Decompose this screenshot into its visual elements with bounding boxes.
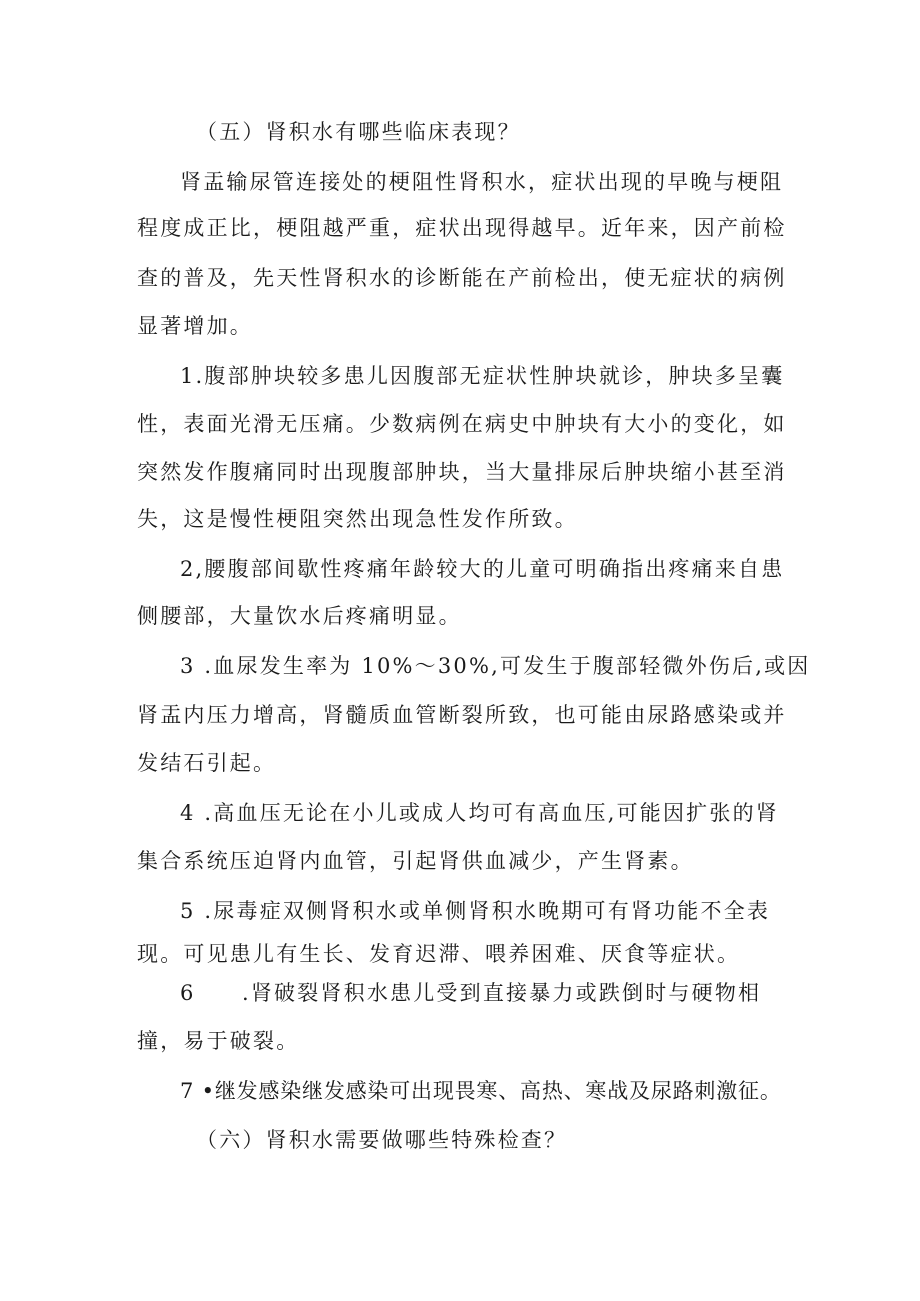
item-2-line-2: 侧腰部，大量饮水后疼痛明显。	[137, 604, 462, 628]
paragraph-intro-line-2: 程度成正比，梗阻越严重，症状出现得越早。近年来，因产前检	[137, 216, 787, 240]
paragraph-intro-line-1: 肾盂输尿管连接处的梗阻性肾积水，症状出现的早晚与梗阻	[180, 170, 784, 194]
item-1-line-2: 性，表面光滑无压痛。少数病例在病史中肿块有大小的变化，如	[137, 412, 787, 436]
item-5-line-1: 5 .尿毒症双侧肾积水或单侧肾积水晚期可有肾功能不全表	[180, 899, 771, 923]
item-1-line-3: 突然发作腹痛同时出现腹部肿块，当大量排尿后肿块缩小甚至消	[137, 460, 787, 484]
item-7-line-1: 7 •继发感染继发感染可出现畏寒、高热、寒战及尿路刺激征。	[180, 1079, 782, 1103]
item-2-line-1: 2,腰腹部间歇性疼痛年龄较大的儿童可明确指出疼痛来自患	[180, 557, 785, 581]
item-3-line-2: 肾盂内压力增高，肾髓质血管断裂所致，也可能由尿路感染或并	[137, 703, 787, 727]
item-1-line-4: 失，这是慢性梗阻突然出现急性发作所致。	[137, 507, 578, 531]
item-3-line-3: 发结石引起。	[137, 751, 277, 775]
item-1-line-1: 1.腹部肿块较多患儿因腹部无症状性肿块就诊，肿块多呈囊	[180, 364, 785, 388]
item-6-line-2: 撞，易于破裂。	[137, 1029, 300, 1053]
item-3-line-1: 3 .血尿发生率为 10%～30%,可发生于腹部轻微外伤后,或因	[180, 654, 811, 678]
section-heading-6: （六）肾积水需要做哪些特殊检查？	[196, 1128, 568, 1152]
item-5-line-2: 现。可见患儿有生长、发育迟滞、喂养困难、厌食等症状。	[137, 942, 741, 966]
item-4-line-2: 集合系统压迫肾内血管，引起肾供血减少，产生肾素。	[137, 849, 694, 873]
section-heading-5: （五）肾积水有哪些临床表现？	[196, 120, 521, 144]
item-6-line-1: 6 .肾破裂肾积水患儿受到直接暴力或跌倒时与硬物相	[180, 981, 762, 1005]
item-4-line-1: 4 .高血压无论在小儿或成人均可有高血压,可能因扩张的肾	[180, 801, 779, 825]
paragraph-intro-line-4: 显著增加。	[137, 314, 253, 338]
paragraph-intro-line-3: 查的普及，先天性肾积水的诊断能在产前检出，使无症状的病例	[137, 266, 787, 290]
